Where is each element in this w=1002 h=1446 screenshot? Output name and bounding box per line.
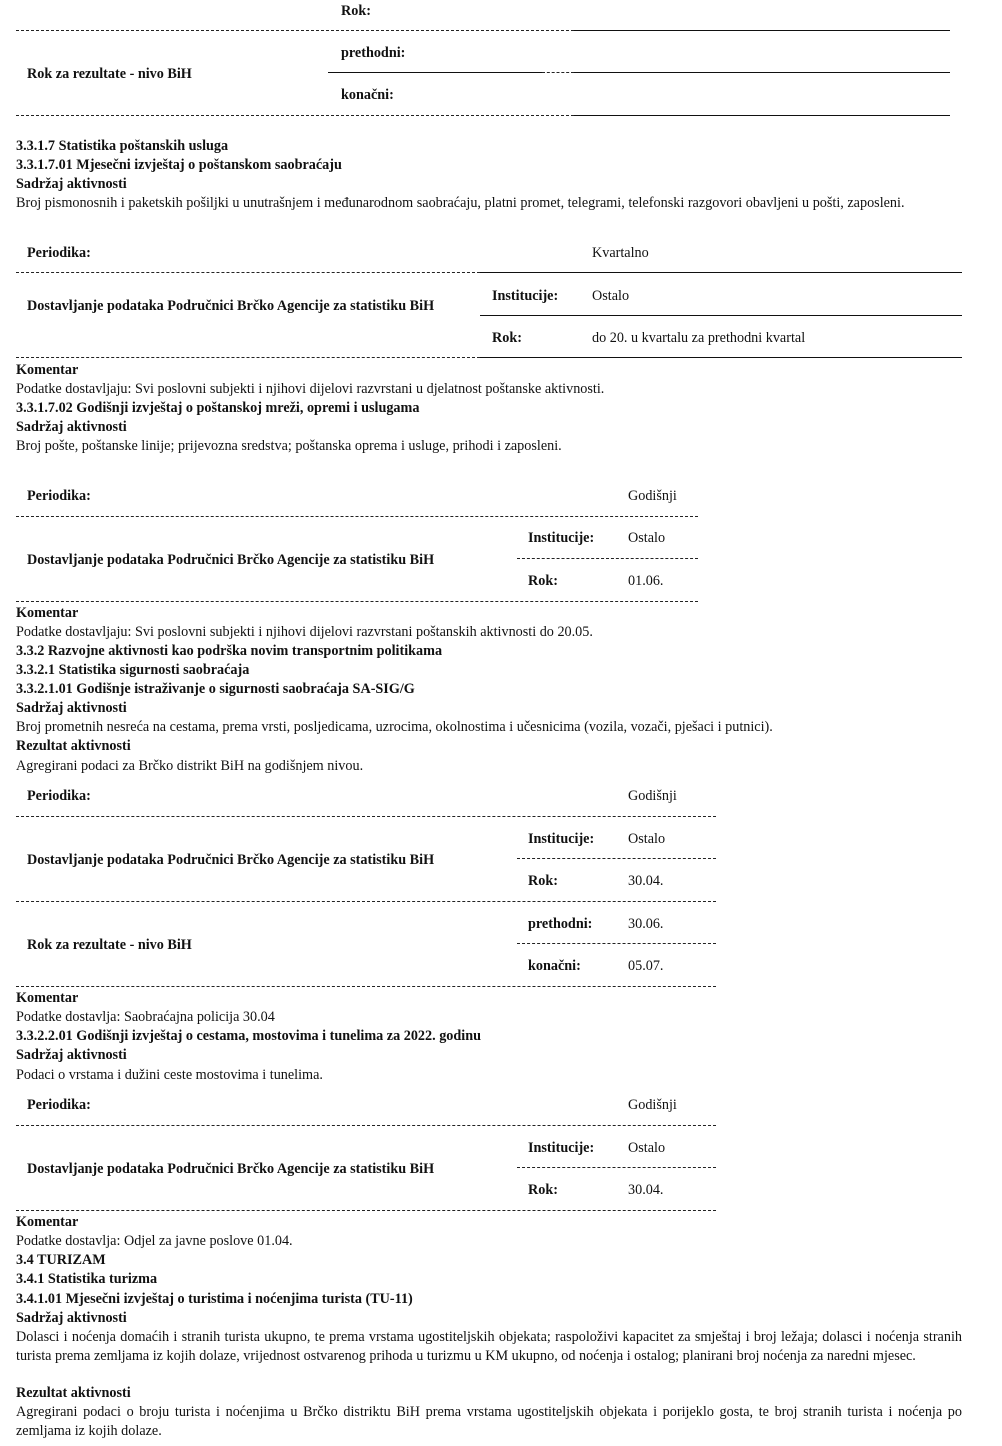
komentar-label: Komentar (16, 1214, 79, 1230)
divider (16, 601, 698, 602)
subsection-heading: 3.4.1 Statistika turizma (16, 1271, 158, 1287)
institucije-value: Ostalo (628, 530, 666, 546)
divider (16, 272, 480, 273)
komentar-text: Podatke dostavlja: Odjel za javne poslove 01.04. (16, 1233, 293, 1249)
sadrzaj-text: Broj pošte, poštanske linije; prijevozna sredstva; poštanska oprema i usluge, prihodi i zaposleni. (16, 438, 562, 454)
komentar-label: Komentar (16, 990, 79, 1006)
divider (517, 558, 698, 559)
rok-value: 01.06. (628, 573, 664, 589)
sadrzaj-label: Sadržaj aktivnosti (16, 1310, 127, 1326)
divider (517, 943, 716, 944)
konacni-label: konačni: (528, 958, 581, 974)
rok-label: Rok: (528, 873, 558, 889)
dostava-label: Dostavljanje podataka Područnici Brčko Agencije za statistiku BiH (27, 1161, 435, 1177)
periodika-value: Godišnji (628, 1097, 677, 1113)
top-konacni-label: konačni: (341, 87, 394, 103)
sadrzaj-text: Broj pismonosnih i paketskih pošiljki u unutrašnjem i međunarodnom saobraćaju, platni promet, telegrami, telefonski razgovori obavljeni u pošti, zaposleni. (16, 195, 905, 211)
divider (480, 315, 962, 316)
konacni-value: 05.07. (628, 958, 664, 974)
section-heading: 3.3.2 Razvojne aktivnosti kao podrška novim transportnim politikama (16, 643, 443, 659)
periodika-label: Periodika: (27, 245, 91, 261)
komentar-text: Podatke dostavljaju: Svi poslovni subjekti i njihovi dijelovi razvrstani u djelatnost poštanske aktivnosti. (16, 381, 605, 397)
sadrzaj-text: Podaci o vrstama i dužini ceste mostovima i tunelima. (16, 1067, 323, 1083)
divider (574, 30, 950, 31)
divider (517, 858, 716, 859)
activity-title: 3.4.1.01 Mjesečni izvještaj o turistima i noćenjima turista (TU-11) (16, 1291, 413, 1307)
rezultat-label: Rezultat aktivnosti (16, 1385, 131, 1401)
activity-title: 3.3.2.2.01 Godišnji izvještaj o cestama, mostovima i tunelima za 2022. godinu (16, 1028, 482, 1044)
activity-title: 3.3.1.7.02 Godišnji izvještaj o poštanskoj mreži, opremi i uslugama (16, 400, 420, 416)
activity-title: 3.3.1.7.01 Mjesečni izvještaj o poštanskom saobraćaju (16, 157, 342, 173)
dostava-label: Dostavljanje podataka Područnici Brčko Agencije za statistiku BiH (27, 552, 435, 568)
divider (16, 816, 716, 817)
prethodni-value: 30.06. (628, 916, 664, 932)
divider (16, 516, 698, 517)
rok-label: Rok: (492, 330, 522, 346)
institucije-label: Institucije: (492, 288, 559, 304)
sadrzaj-text: Dolasci i noćenja domaćih i stranih turista ukupno, te prema vrstama ugostiteljskih objekata; raspoloživi kapacitet za smještaj i broj ležaja; dolasci i noćenja stranih turista prema zemljama iz kojih dolaze, vrijednost ostvarenog prihoda u turizmu u KM ukupno, od noćenja i ostalog; planirani broj noćenja za naredni mjesec. (16, 1329, 962, 1364)
sadrzaj-label: Sadržaj aktivnosti (16, 700, 127, 716)
komentar-text: Podatke dostavljaju: Svi poslovni subjekti i njihovi dijelovi razvrstani poštanskih aktivnosti do 20.05. (16, 624, 593, 640)
divider (16, 1210, 716, 1211)
divider (16, 901, 716, 902)
rok-label: Rok: (528, 573, 558, 589)
top-rezultati-label: Rok za rezultate - nivo BiH (27, 66, 192, 82)
komentar-text: Podatke dostavlja: Saobraćajna policija 30.04 (16, 1009, 275, 1025)
institucije-value: Ostalo (592, 288, 630, 304)
sadrzaj-label: Sadržaj aktivnosti (16, 419, 127, 435)
rok-label: Rok: (528, 1182, 558, 1198)
dostava-label: Dostavljanje podataka Područnici Brčko Agencije za statistiku BiH (27, 852, 435, 868)
divider (542, 72, 574, 73)
divider (517, 1167, 716, 1168)
periodika-label: Periodika: (27, 788, 91, 804)
top-rok-label: Rok: (341, 3, 371, 19)
prethodni-label: prethodni: (528, 916, 593, 932)
rezultat-label: Rezultat aktivnosti (16, 738, 131, 754)
divider (574, 115, 950, 116)
sadrzaj-label: Sadržaj aktivnosti (16, 176, 127, 192)
divider (328, 72, 542, 73)
komentar-label: Komentar (16, 362, 79, 378)
activity-title: 3.3.2.1.01 Godišnje istraživanje o sigurnosti saobraćaja SA-SIG/G (16, 681, 415, 697)
top-prethodni-label: prethodni: (341, 45, 406, 61)
rezultat-text: Agregirani podaci o broju turista i noćenjima u Brčko distriktu BiH prema vrstama ugostiteljskih objekata i porijeklo gosta, te broj stranih turista i noćenja po zemljama iz kojih dolaze. (16, 1404, 962, 1439)
divider (16, 1125, 716, 1126)
section-heading: 3.3.1.7 Statistika poštanskih usluga (16, 138, 229, 154)
institucije-label: Institucije: (528, 1140, 595, 1156)
divider (480, 272, 962, 273)
rok-value: 30.04. (628, 1182, 664, 1198)
rok-value: 30.04. (628, 873, 664, 889)
periodika-value: Kvartalno (592, 245, 649, 261)
periodika-value: Godišnji (628, 488, 677, 504)
divider (574, 72, 950, 73)
divider (16, 115, 574, 116)
institucije-label: Institucije: (528, 530, 595, 546)
section-heading: 3.4 TURIZAM (16, 1252, 106, 1268)
komentar-label: Komentar (16, 605, 79, 621)
periodika-label: Periodika: (27, 1097, 91, 1113)
divider (16, 986, 716, 987)
divider (480, 357, 962, 358)
divider (16, 30, 574, 31)
sadrzaj-label: Sadržaj aktivnosti (16, 1047, 127, 1063)
institucije-value: Ostalo (628, 831, 666, 847)
institucije-value: Ostalo (628, 1140, 666, 1156)
periodika-label: Periodika: (27, 488, 91, 504)
sadrzaj-text: Broj prometnih nesreća na cestama, prema vrsti, posljedicama, uzrocima, okolnostima i učesnicima (vozila, vozači, pješaci i putnici). (16, 719, 773, 735)
rok-value: do 20. u kvartalu za prethodni kvartal (592, 330, 806, 346)
subsection-heading: 3.3.2.1 Statistika sigurnosti saobraćaja (16, 662, 250, 678)
periodika-value: Godišnji (628, 788, 677, 804)
divider (16, 357, 480, 358)
rezultati-label: Rok za rezultate - nivo BiH (27, 937, 192, 953)
dostava-label: Dostavljanje podataka Područnici Brčko Agencije za statistiku BiH (27, 298, 435, 314)
institucije-label: Institucije: (528, 831, 595, 847)
rezultat-text: Agregirani podaci za Brčko distrikt BiH na godišnjem nivou. (16, 758, 364, 774)
